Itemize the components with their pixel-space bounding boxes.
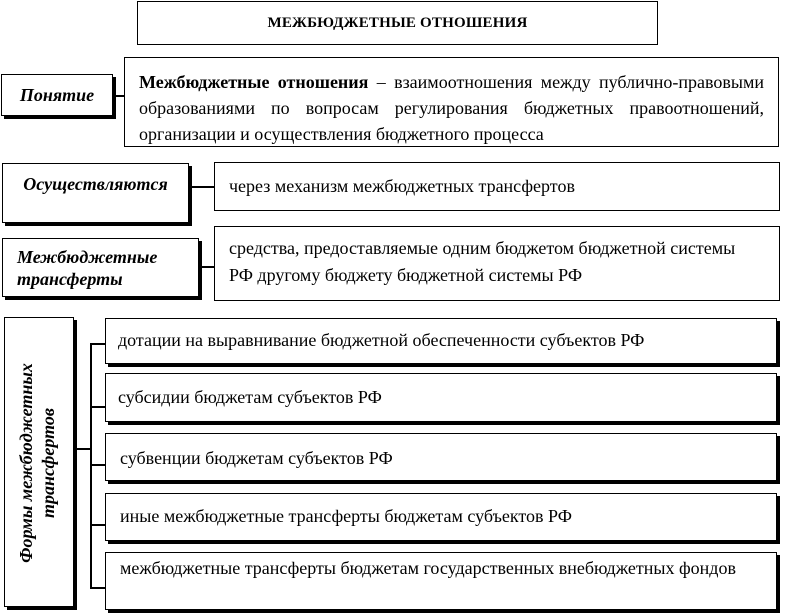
form-item-5 [105,552,777,610]
form-item-3 [105,433,777,481]
concept-definition [139,69,764,147]
forms-label-line1: Формы межбюджетных [16,363,36,563]
connector [199,266,215,268]
form-item-4 [105,493,777,541]
concept-label: Понятие [19,85,95,105]
connector [90,406,106,408]
carried-out-text: через механизм межбюджетных трансфертов [229,176,575,196]
transfers-text: средства, предоставляемые одним бюджетом бюджетной системы РФ другому бюджету бюджетной системы РФ [229,238,736,285]
carried-out-label: Осуществляются [23,174,168,194]
form-item-1 [105,318,777,364]
form-item-text: субвенции бюджетам субъектов РФ [120,448,393,468]
concept-label-box [1,74,113,116]
form-item-text: иные межбюджетные трансферты бюджетам субъектов РФ [120,506,572,526]
transfers-label-line1: Межбюджетные [17,246,158,267]
concept-definition-text: – взаимоотношения между публично-правовыми образованиями по вопросам регулирования бюджетных правоотношений, организации и осуществления бюджетного процесса [139,72,764,144]
concept-definition-box [124,57,779,147]
forms-label-box [4,317,74,607]
diagram-title-box [137,1,658,45]
connector [90,464,106,466]
form-item-2 [105,373,777,422]
diagram-title: МЕЖБЮДЖЕТНЫЕ ОТНОШЕНИЯ [267,14,528,31]
forms-label [15,318,65,608]
form-item-text: дотации на выравнивание бюджетной обеспеченности субъектов РФ [118,330,645,350]
connector [90,343,106,345]
connector [74,448,90,450]
transfers-label-box [2,238,199,297]
transfers-label-line2: трансферты [17,268,123,289]
connector [90,587,106,589]
connector [90,524,106,526]
carried-out-text-box [214,162,780,211]
forms-label-line2: трансфертов [38,408,58,518]
carried-out-label-box [2,163,189,223]
form-item-text: субсидии бюджетам субъектов РФ [118,387,382,407]
transfers-text-box [214,226,780,301]
concept-term: Межбюджетные отношения [139,72,369,92]
connector [189,186,215,188]
form-item-text: межбюджетные трансферты бюджетам государственных внебюджетных фондов [120,558,736,578]
